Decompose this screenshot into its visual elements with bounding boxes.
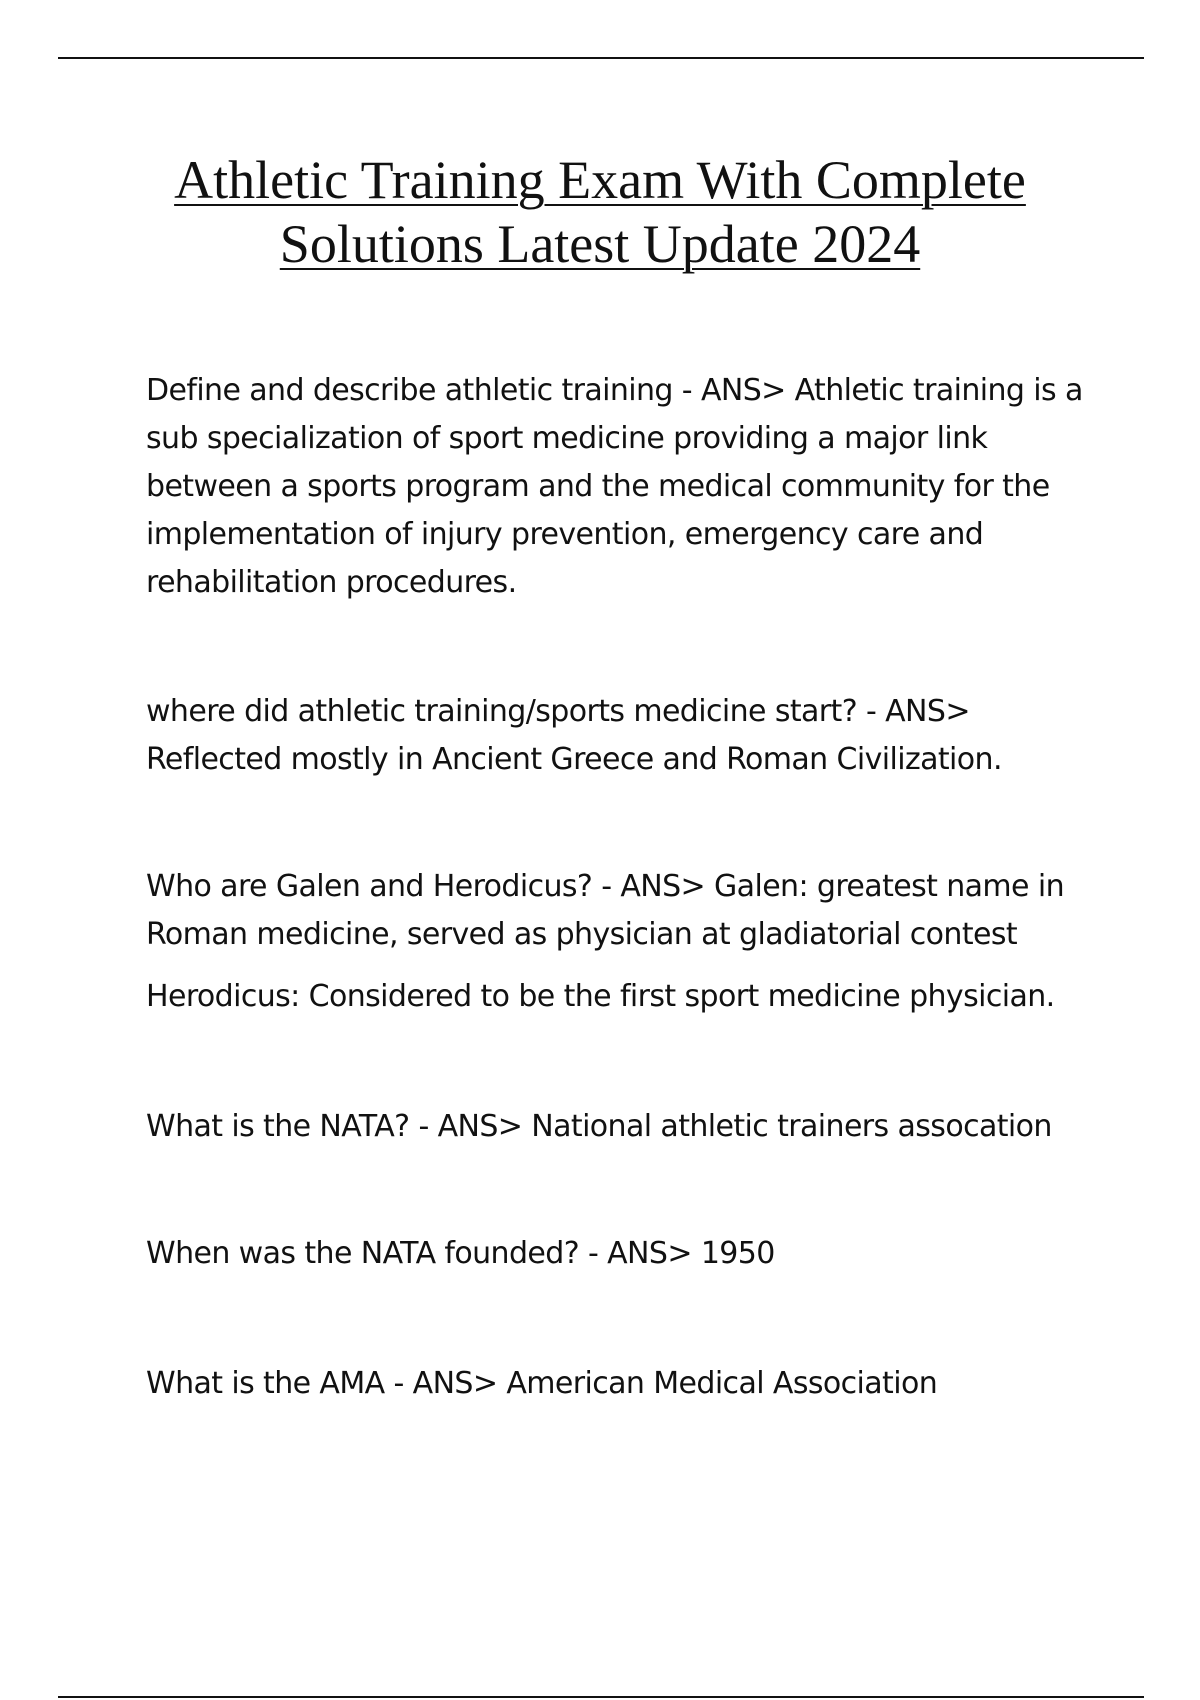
qa-text: Define and describe athletic training - ANS> Athletic training is a sub specialization of sport medicine providing a major link between a sports program and the medical community for the implementation of injury prevention, emergency care and rehabilitation procedures.	[146, 373, 1083, 600]
top-rule	[58, 57, 1144, 59]
qa-text: Who are Galen and Herodicus? - ANS> Galen: greatest name in Roman medicine, served as physician at gladiatorial contest	[146, 869, 1064, 952]
qa-item	[146, 863, 1106, 1021]
document-title	[100, 148, 1100, 276]
qa-item	[146, 688, 1106, 784]
bottom-rule	[58, 1696, 1144, 1698]
qa-item	[146, 1230, 1106, 1278]
qa-text: where did athletic training/sports medicine start? - ANS> Reflected mostly in Ancient Greece and Roman Civilization.	[146, 694, 1002, 777]
qa-text-continuation: Herodicus: Considered to be the first sport medicine physician.	[146, 979, 1055, 1014]
qa-text: What is the AMA - ANS> American Medical Association	[146, 1366, 938, 1401]
qa-item	[146, 1103, 1106, 1151]
title-line-2: Solutions Latest Update 2024	[279, 214, 921, 274]
qa-text: What is the NATA? - ANS> National athletic trainers assocation	[146, 1109, 1052, 1144]
qa-text: When was the NATA founded? - ANS> 1950	[146, 1236, 775, 1271]
qa-item	[146, 1360, 1106, 1408]
qa-item	[146, 367, 1106, 607]
title-line-1: Athletic Training Exam With Complete	[174, 150, 1026, 210]
